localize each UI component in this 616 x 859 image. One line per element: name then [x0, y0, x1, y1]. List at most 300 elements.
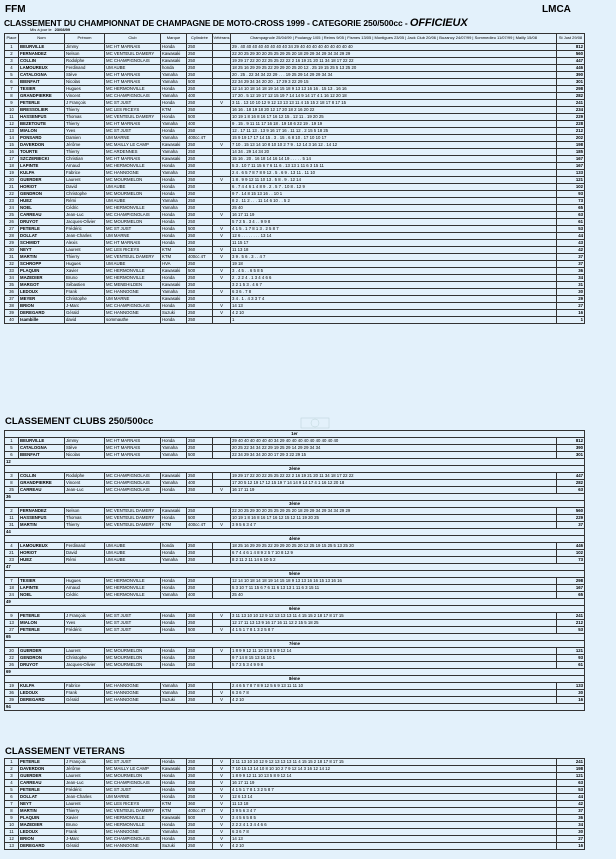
- cell-total: 37: [557, 254, 585, 261]
- cell-place: 2: [5, 51, 19, 58]
- cell-veteran: [213, 438, 231, 445]
- cell-place: 10: [5, 107, 19, 114]
- table-row: [5, 198, 585, 205]
- cell-club: MC ST JUST: [105, 226, 161, 233]
- table-row: [5, 487, 585, 494]
- cell-veteran: V: [213, 212, 231, 219]
- cell-scores: 22 20 25 29 30 20 25 25 29 25 20 18 29 29 34 29 34 34 29 29: [231, 51, 557, 58]
- table-row: [5, 515, 585, 522]
- cell-firstname: Vincent: [65, 480, 105, 487]
- cell-scores: 19 18: [231, 261, 557, 268]
- cell-brand: Honda: [161, 438, 187, 445]
- league-label: LMCA: [542, 4, 571, 15]
- cell-cc: 400: [187, 121, 213, 128]
- table-row: [5, 149, 585, 156]
- cell-brand: Honda: [161, 184, 187, 191]
- table-row: [5, 240, 585, 247]
- cell-name: KULPA: [19, 170, 65, 177]
- cell-cc: 500: [187, 114, 213, 121]
- cell-brand: Suzuki: [161, 310, 187, 317]
- column-header: Cylindrée: [187, 34, 213, 44]
- cell-club: MC HERMONVILLE: [105, 815, 161, 822]
- cell-club: MC MOURMELON: [105, 662, 161, 669]
- cell-cc: 500: [187, 226, 213, 233]
- cell-cc: 250: [187, 317, 213, 324]
- cell-firstname: Arnaud: [65, 163, 105, 170]
- cell-total: 29: [557, 296, 585, 303]
- cell-cc: 250: [187, 585, 213, 592]
- cell-veteran: V: [213, 522, 231, 529]
- cell-scores: 12 6 13 14: [231, 794, 557, 801]
- cell-total: 36: [557, 815, 585, 822]
- cell-club: MC HT MARNAIS: [105, 240, 161, 247]
- cell-scores: 7 10 15 13 14 10 8 10 10 2 7 9 12 14 3 16 12 14 12: [231, 766, 557, 773]
- cell-place: 9: [5, 815, 19, 822]
- cell-brand: Kawasaki: [161, 58, 187, 65]
- cell-name: LEDOUX: [19, 829, 65, 836]
- table-row: [5, 170, 585, 177]
- cell-scores: 3 11 13 10 10 12 9 12 13 13 13 11 4 15 15 2 18 17 8 17 15: [231, 613, 557, 620]
- cell-brand: Suzuki: [161, 843, 187, 850]
- cell-veteran: [213, 65, 231, 72]
- cell-club: UM AUBE: [105, 184, 161, 191]
- cell-name: NOEL: [19, 205, 65, 212]
- table-row: [5, 142, 585, 149]
- cell-place: 1: [5, 44, 19, 51]
- table-row: [5, 268, 585, 275]
- cell-name: MARGOT: [19, 282, 65, 289]
- table-row: [5, 205, 585, 212]
- cell-veteran: [213, 93, 231, 100]
- cell-club: MC VENTEUIL DAMERY: [105, 808, 161, 815]
- cell-brand: Honda: [161, 487, 187, 494]
- cell-scores: 20 25 22 34 34 22 29 19 25 29 14 29 29 34 34: [231, 445, 557, 452]
- cell-club: MC LES RICEYS: [105, 247, 161, 254]
- cell-scores: 16 17 11 19: [231, 212, 557, 219]
- table-row: [5, 557, 585, 564]
- cell-place: 14: [5, 135, 19, 142]
- table-row: [5, 662, 585, 669]
- group-rank-label: 7ème: [5, 641, 585, 648]
- group-total-row: [5, 564, 585, 571]
- table-row: [5, 578, 585, 585]
- cell-place: 28: [5, 233, 19, 240]
- cell-name: GENDRON: [19, 191, 65, 198]
- table-row: [5, 766, 585, 773]
- cell-club: MC VENTEUIL DAMERY: [105, 51, 161, 58]
- cell-firstname: Thierry: [65, 254, 105, 261]
- cell-club: UM AUBE: [105, 557, 161, 564]
- cell-total: 42: [557, 801, 585, 808]
- cell-scores: 14 13: [231, 303, 557, 310]
- cell-name: PLAQUIN: [19, 815, 65, 822]
- cell-place: 7: [5, 578, 19, 585]
- cell-veteran: V: [213, 289, 231, 296]
- cell-veteran: [213, 261, 231, 268]
- cell-club: MC HT MARNAIS: [105, 156, 161, 163]
- cell-total: 65: [557, 592, 585, 599]
- cell-total: 53: [557, 226, 585, 233]
- table-row: [5, 794, 585, 801]
- cell-veteran: [213, 683, 231, 690]
- cell-name: BIENFAIT: [19, 79, 65, 86]
- table-row: [5, 247, 585, 254]
- cell-firstname: J François: [65, 100, 105, 107]
- cell-name: LAPINTE: [19, 163, 65, 170]
- cell-name: CARREAU: [19, 487, 65, 494]
- cell-brand: Honda: [161, 662, 187, 669]
- cell-veteran: V: [213, 759, 231, 766]
- cell-club: MC HT MARNAIS: [105, 72, 161, 79]
- cell-total: 73: [557, 198, 585, 205]
- cell-firstname: David: [65, 550, 105, 557]
- cell-total: 560: [557, 51, 585, 58]
- cell-total: 65: [557, 205, 585, 212]
- cell-firstname: Jean-Luc: [65, 212, 105, 219]
- cell-scores: 1 8 9 9 12 11 10 13 5 8 9 12 14: [231, 773, 557, 780]
- cell-cc: 250: [187, 766, 213, 773]
- cell-club: MC ST JUST: [105, 100, 161, 107]
- cell-veteran: V: [213, 787, 231, 794]
- cell-cc: 500: [187, 815, 213, 822]
- cell-total: 241: [557, 100, 585, 107]
- cell-scores: 11 13 18: [231, 801, 557, 808]
- cell-cc: 250: [187, 613, 213, 620]
- cell-scores: 1 8 . 9 9 12 11 10 13 . 5 8 . 9 . 12 14: [231, 177, 557, 184]
- table-row: [5, 226, 585, 233]
- cell-total: 229: [557, 114, 585, 121]
- cell-name: CATALOGNA: [19, 72, 65, 79]
- cell-brand: Honda: [161, 114, 187, 121]
- cell-brand: Honda: [161, 128, 187, 135]
- cell-club: UM MARNE: [105, 233, 161, 240]
- update-label: Mis à jour le: [30, 27, 52, 32]
- cell-veteran: [213, 107, 231, 114]
- cell-cc: 500: [187, 627, 213, 634]
- cell-total: 30: [557, 690, 585, 697]
- cell-cc: 250: [187, 51, 213, 58]
- cell-firstname: Jean-Charles: [65, 794, 105, 801]
- cell-cc: 250: [187, 843, 213, 850]
- cell-place: 31: [5, 254, 19, 261]
- table-row: [5, 191, 585, 198]
- cell-veteran: V: [213, 773, 231, 780]
- table-row: [5, 177, 585, 184]
- cell-scores: 4 1 5 . 1 7 8 1 3 . 2 5 8 7: [231, 226, 557, 233]
- cell-place: 18: [5, 163, 19, 170]
- cell-place: 11: [5, 829, 19, 836]
- cell-total: 241: [557, 759, 585, 766]
- cell-firstname: Frédéric: [65, 627, 105, 634]
- cell-name: LAMOUREUX: [19, 65, 65, 72]
- cell-veteran: [213, 86, 231, 93]
- cell-place: 6: [5, 79, 19, 86]
- cell-scores: 19 29 17 22 20 22 25 25 22 22 2 16 19 21 20 11 34 18 17 22 22: [231, 58, 557, 65]
- cell-cc: 400: [187, 480, 213, 487]
- cell-place: 8: [5, 93, 19, 100]
- cell-veteran: [213, 198, 231, 205]
- cell-place: 6: [5, 794, 19, 801]
- cell-scores: 1 8 9 9 12 11 10 13 5 8 9 12 14: [231, 648, 557, 655]
- table-row: [5, 121, 585, 128]
- cell-scores: 4 1 5 1 7 8 1 3 2 5 8 7: [231, 787, 557, 794]
- table-row: [5, 550, 585, 557]
- cell-brand: Honda: [161, 212, 187, 219]
- cell-cc: 250: [187, 233, 213, 240]
- cell-cc: 500: [187, 79, 213, 86]
- cell-cc: 250: [187, 240, 213, 247]
- cell-cc: 250: [187, 282, 213, 289]
- cell-club: MC CHAMPIGNOLAIS: [105, 480, 161, 487]
- cell-club: MC ARDENNES: [105, 149, 161, 156]
- cell-scores: 22 34 29 34 34 20 20 17 29 3 22 29 15: [231, 452, 557, 459]
- cell-veteran: [213, 578, 231, 585]
- cell-total: 121: [557, 177, 585, 184]
- cell-club: MC HERMONVILLE: [105, 268, 161, 275]
- cell-brand: Honda: [161, 759, 187, 766]
- cell-total: 229: [557, 515, 585, 522]
- cell-cc: 250: [187, 445, 213, 452]
- cell-veteran: [213, 219, 231, 226]
- cell-total: 37: [557, 261, 585, 268]
- cell-scores: 29 40 40 40 40 40 40 34 29 40 40 40 40 40 40 40 40 40: [231, 438, 557, 445]
- cell-scores: 3 9 5 6 3 4 7: [231, 522, 557, 529]
- table-row: [5, 683, 585, 690]
- cell-club: MC CHAMPIGNOLAIS: [105, 303, 161, 310]
- cell-total: 30: [557, 829, 585, 836]
- cell-firstname: Hugues: [65, 578, 105, 585]
- group-label-row: [5, 676, 585, 683]
- table-row: [5, 51, 585, 58]
- cell-name: GUERDER: [19, 177, 65, 184]
- cell-cc: 250: [187, 773, 213, 780]
- cell-name: DOLLAT: [19, 233, 65, 240]
- table-row: [5, 697, 585, 704]
- cell-veteran: [213, 662, 231, 669]
- cell-firstname: Thierry: [65, 107, 105, 114]
- cell-veteran: V: [213, 766, 231, 773]
- cell-cc: 250: [187, 829, 213, 836]
- cell-club: MC HANNOGNE: [105, 697, 161, 704]
- cell-place: 18: [5, 585, 19, 592]
- cell-firstname: J-Marc: [65, 303, 105, 310]
- table-row: [5, 100, 585, 107]
- cell-club: MC HT MARNAIS: [105, 445, 161, 452]
- cell-name: HORIOT: [19, 184, 65, 191]
- table-row: [5, 79, 585, 86]
- cell-total: 63: [557, 487, 585, 494]
- cell-cc: 400cc 4T: [187, 135, 213, 142]
- table-row: [5, 445, 585, 452]
- cell-veteran: [213, 585, 231, 592]
- group-total-row: [5, 704, 585, 711]
- cell-brand: Suzuki: [161, 697, 187, 704]
- column-header: Prénom: [65, 34, 105, 44]
- cell-veteran: V: [213, 836, 231, 843]
- cell-firstname: Hugues: [65, 86, 105, 93]
- cell-veteran: [213, 557, 231, 564]
- cell-total: 212: [557, 620, 585, 627]
- cell-total: 42: [557, 247, 585, 254]
- column-header: Champagnole 25/04/99 | Poulangy 1/05 | Reims 9/05 | Fismes 13/05 | Montigues 23/05 | Jack Club 20/06 | Buzancy 24/07/99 | Sommedieu 11/07/99 | Mailly 15/08: [231, 34, 557, 44]
- cell-brand: Kawasaki: [161, 268, 187, 275]
- cell-veteran: [213, 121, 231, 128]
- cell-name: PETERLE: [19, 787, 65, 794]
- cell-name: NEYT: [19, 247, 65, 254]
- table-row: [5, 592, 585, 599]
- cell-name: MARTIN: [19, 808, 65, 815]
- cell-scores: 2 4 . 6 5 7 8 7 8 9 12 . 5 . 6 9 . 13 11 . 11 10: [231, 170, 557, 177]
- cell-firstname: Stève: [65, 445, 105, 452]
- cell-cc: 250: [187, 65, 213, 72]
- cell-firstname: Christian: [65, 156, 105, 163]
- cell-place: 2: [5, 766, 19, 773]
- cell-cc: 250: [187, 219, 213, 226]
- cell-place: 7: [5, 86, 19, 93]
- cell-brand: Honda: [161, 515, 187, 522]
- table-row: [5, 44, 585, 51]
- table-row: [5, 310, 585, 317]
- cell-brand: Yamaha: [161, 205, 187, 212]
- cell-scores: 29 . 40 40 40 40 40 40 40 40 34 29 40 40 40 40 40 40 40 40 40: [231, 44, 557, 51]
- cell-firstname: Damien: [65, 135, 105, 142]
- cell-brand: Honda: [161, 794, 187, 801]
- cell-brand: Honda: [161, 585, 187, 592]
- cell-name: MAZEDIER: [19, 275, 65, 282]
- cell-cc: 250: [187, 655, 213, 662]
- cell-club: MC MOURMELON: [105, 655, 161, 662]
- cell-name: PETERLE: [19, 759, 65, 766]
- table-row: [5, 690, 585, 697]
- cell-name: GRANDPIERRE: [19, 480, 65, 487]
- cell-place: 27: [5, 226, 19, 233]
- cell-veteran: [213, 79, 231, 86]
- cell-brand: Honda: [161, 177, 187, 184]
- cell-place: 2: [5, 508, 19, 515]
- cell-firstname: Thierry: [65, 808, 105, 815]
- cell-brand: honda: [161, 543, 187, 550]
- cell-veteran: V: [213, 808, 231, 815]
- cell-firstname: Stève: [65, 72, 105, 79]
- cell-total: 93: [557, 655, 585, 662]
- cell-total: 446: [557, 65, 585, 72]
- cell-cc: 250: [187, 822, 213, 829]
- cell-club: MC HERMONVILLE: [105, 86, 161, 93]
- cell-place: 39: [5, 697, 19, 704]
- group-total-row: [5, 669, 585, 676]
- group-label-row: [5, 466, 585, 473]
- cell-name: GENDRON: [19, 655, 65, 662]
- cell-place: 23: [5, 198, 19, 205]
- cell-club: MC HERMONVILLE: [105, 275, 161, 282]
- cell-firstname: Frank: [65, 289, 105, 296]
- cell-veteran: V: [213, 247, 231, 254]
- cell-name: FERNANDEZ: [19, 51, 65, 58]
- cell-firstname: Gérald: [65, 843, 105, 850]
- cell-club: MC HT MARNAIS: [105, 452, 161, 459]
- cell-brand: Yamaha: [161, 121, 187, 128]
- table-row: [5, 655, 585, 662]
- cell-scores: 11 13 18: [231, 247, 557, 254]
- table-row: [5, 522, 585, 529]
- cell-firstname: Frank: [65, 829, 105, 836]
- cell-scores: 8 2 11 2 11 14 6 10 5 2: [231, 557, 557, 564]
- cell-firstname: Laurent: [65, 177, 105, 184]
- veterans-standings-table: [4, 758, 585, 850]
- cell-scores: 16 16 . 18 19 18 20 12 17 20 18 2 16 20 22: [231, 107, 557, 114]
- cell-club: MC HERMONVILLE: [105, 822, 161, 829]
- group-rank-label: 4ème: [5, 536, 585, 543]
- cell-name: CATALOGNA: [19, 445, 65, 452]
- table-row: [5, 787, 585, 794]
- cell-place: 12: [5, 121, 19, 128]
- cell-cc: 250: [187, 836, 213, 843]
- cell-firstname: Bruno: [65, 822, 105, 829]
- cell-brand: Honda: [161, 578, 187, 585]
- cell-place: 20: [5, 177, 19, 184]
- group-label-row: [5, 606, 585, 613]
- cell-firstname: Laurent: [65, 247, 105, 254]
- cell-total: 812: [557, 44, 585, 51]
- cell-scores: 9 7 . 14 8 15 13 16 . . 10 1: [231, 191, 557, 198]
- cell-place: 5: [5, 72, 19, 79]
- cell-place: 37: [5, 296, 19, 303]
- cell-cc: 500: [187, 787, 213, 794]
- table-row: [5, 212, 585, 219]
- cell-name: DEREGARD: [19, 310, 65, 317]
- cell-club: MC VENTEUIL DAMERY: [105, 254, 161, 261]
- cell-scores: 7 10 . 15 13 14 10 8 10 10 2 7 9 . 12 14 3 16 12 . 14 12: [231, 142, 557, 149]
- table-row: [5, 815, 585, 822]
- cell-scores: 6 3 6 . 7 8: [231, 289, 557, 296]
- cell-cc: 250: [187, 191, 213, 198]
- cell-cc: 360: [187, 801, 213, 808]
- cell-name: CARREAU: [19, 780, 65, 787]
- table-row: [5, 233, 585, 240]
- cell-name: CARREAU: [19, 212, 65, 219]
- cell-firstname: Cédric: [65, 205, 105, 212]
- cell-firstname: Hugues: [65, 261, 105, 268]
- cell-place: 34: [5, 275, 19, 282]
- cell-firstname: Thierry: [65, 149, 105, 156]
- cell-place: 13: [5, 843, 19, 850]
- cell-scores: 3 4 . 1 . 4 3 3 7 4: [231, 296, 557, 303]
- table-row: [5, 275, 585, 282]
- cell-total: 198: [557, 766, 585, 773]
- cell-cc: 250: [187, 156, 213, 163]
- cell-club: MC HERMONVILLE: [105, 205, 161, 212]
- cell-scores: 9 7 14 8 15 13 16 10 1: [231, 655, 557, 662]
- cell-cc: 250: [187, 275, 213, 282]
- cell-veteran: V: [213, 226, 231, 233]
- cell-club: MC LES RICEYS: [105, 801, 161, 808]
- cell-total: 102: [557, 550, 585, 557]
- cell-name: DAVERDON: [19, 766, 65, 773]
- cell-scores: 3 . 4 5 . . 6 5 8 5: [231, 268, 557, 275]
- cell-club: MC VENTEUIL DAMERY: [105, 114, 161, 121]
- cell-scores: 22 34 29 34 34 20 20 . 17 29 3 22 29 15: [231, 79, 557, 86]
- cell-club: MC CHAMPIGNOLAIS: [105, 58, 161, 65]
- cell-scores: 19 29 17 22 20 22 25 25 22 22 2 16 19 21 20 11 34 18 17 22 22: [231, 473, 557, 480]
- table-row: [5, 438, 585, 445]
- cell-brand: Yamaha: [161, 557, 187, 564]
- cell-firstname: Yves: [65, 128, 105, 135]
- cell-club: MC ST JUST: [105, 613, 161, 620]
- cell-club: sommauthe: [105, 317, 161, 324]
- cell-brand: Honda: [161, 627, 187, 634]
- cell-scores: 3 11 13 10 10 12 9 12 13 13 13 11 4 15 15 2 18 17 8 17 15: [231, 759, 557, 766]
- cell-veteran: [213, 445, 231, 452]
